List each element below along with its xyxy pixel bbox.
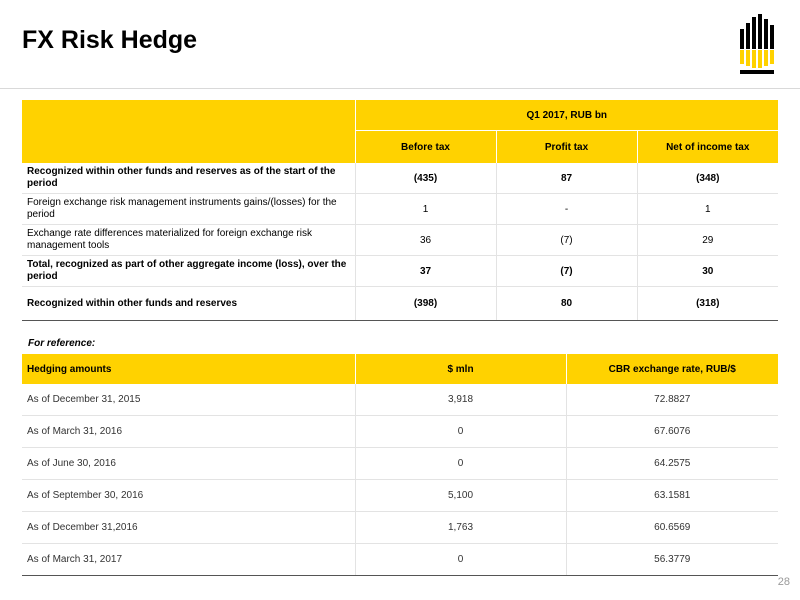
rate-cell: 67.6076 [566, 416, 778, 448]
period-header: Q1 2017, RUB bn [355, 100, 778, 131]
cell-value: (7) [496, 256, 637, 287]
row-label: Recognized within other funds and reserves [22, 287, 355, 321]
amount-cell: 0 [355, 544, 566, 576]
table-row [22, 163, 778, 194]
rate-cell: 60.6569 [566, 512, 778, 544]
cell-value: (7) [496, 225, 637, 256]
date-cell: As of June 30, 2016 [22, 448, 355, 480]
date-cell: As of March 31, 2017 [22, 544, 355, 576]
table-row [22, 384, 778, 416]
row-label: Recognized within other funds and reserves as of the start of the period [22, 163, 355, 194]
hedging-amounts-table [22, 354, 778, 576]
amount-cell: 3,918 [355, 384, 566, 416]
cell-value: (318) [637, 287, 778, 321]
table-row [22, 448, 778, 480]
table-row [22, 287, 778, 321]
table-row [22, 544, 778, 576]
cell-value: 30 [637, 256, 778, 287]
table-row [22, 256, 778, 287]
date-cell: As of March 31, 2016 [22, 416, 355, 448]
date-cell: As of September 30, 2016 [22, 480, 355, 512]
rate-cell: 56.3779 [566, 544, 778, 576]
table-row [22, 416, 778, 448]
cell-value: 1 [637, 194, 778, 225]
table-row [22, 225, 778, 256]
table-row [22, 480, 778, 512]
amount-cell: 0 [355, 416, 566, 448]
cell-value: 29 [637, 225, 778, 256]
cell-value: 80 [496, 287, 637, 321]
hedge-summary-table [22, 100, 778, 321]
company-logo [736, 14, 780, 76]
table-corner [22, 100, 355, 163]
amount-cell: 5,100 [355, 480, 566, 512]
date-cell: As of December 31,2016 [22, 512, 355, 544]
table-row [22, 194, 778, 225]
column-header: Profit tax [496, 131, 637, 164]
date-cell: As of December 31, 2015 [22, 384, 355, 416]
row-label: Foreign exchange risk management instruments gains/(losses) for the period [22, 194, 355, 225]
column-header: Hedging amounts [22, 354, 355, 384]
cell-value: 36 [355, 225, 496, 256]
title-divider [0, 88, 800, 89]
column-header: Before tax [355, 131, 496, 164]
row-label: Exchange rate differences materialized for foreign exchange risk management tools [22, 225, 355, 256]
cell-value: (435) [355, 163, 496, 194]
cell-value: (348) [637, 163, 778, 194]
amount-cell: 1,763 [355, 512, 566, 544]
row-label: Total, recognized as part of other aggregate income (loss), over the period [22, 256, 355, 287]
cell-value: - [496, 194, 637, 225]
rate-cell: 72.8827 [566, 384, 778, 416]
rate-cell: 64.2575 [566, 448, 778, 480]
amount-cell: 0 [355, 448, 566, 480]
table-row [22, 512, 778, 544]
column-header: $ mln [355, 354, 566, 384]
column-header: Net of income tax [637, 131, 778, 164]
cell-value: 37 [355, 256, 496, 287]
cell-value: (398) [355, 287, 496, 321]
page-number: 28 [777, 576, 790, 588]
rate-cell: 63.1581 [566, 480, 778, 512]
cell-value: 1 [355, 194, 496, 225]
column-header: CBR exchange rate, RUB/$ [566, 354, 778, 384]
reference-label: For reference: [28, 338, 96, 349]
cell-value: 87 [496, 163, 637, 194]
page-title: FX Risk Hedge [22, 26, 198, 54]
